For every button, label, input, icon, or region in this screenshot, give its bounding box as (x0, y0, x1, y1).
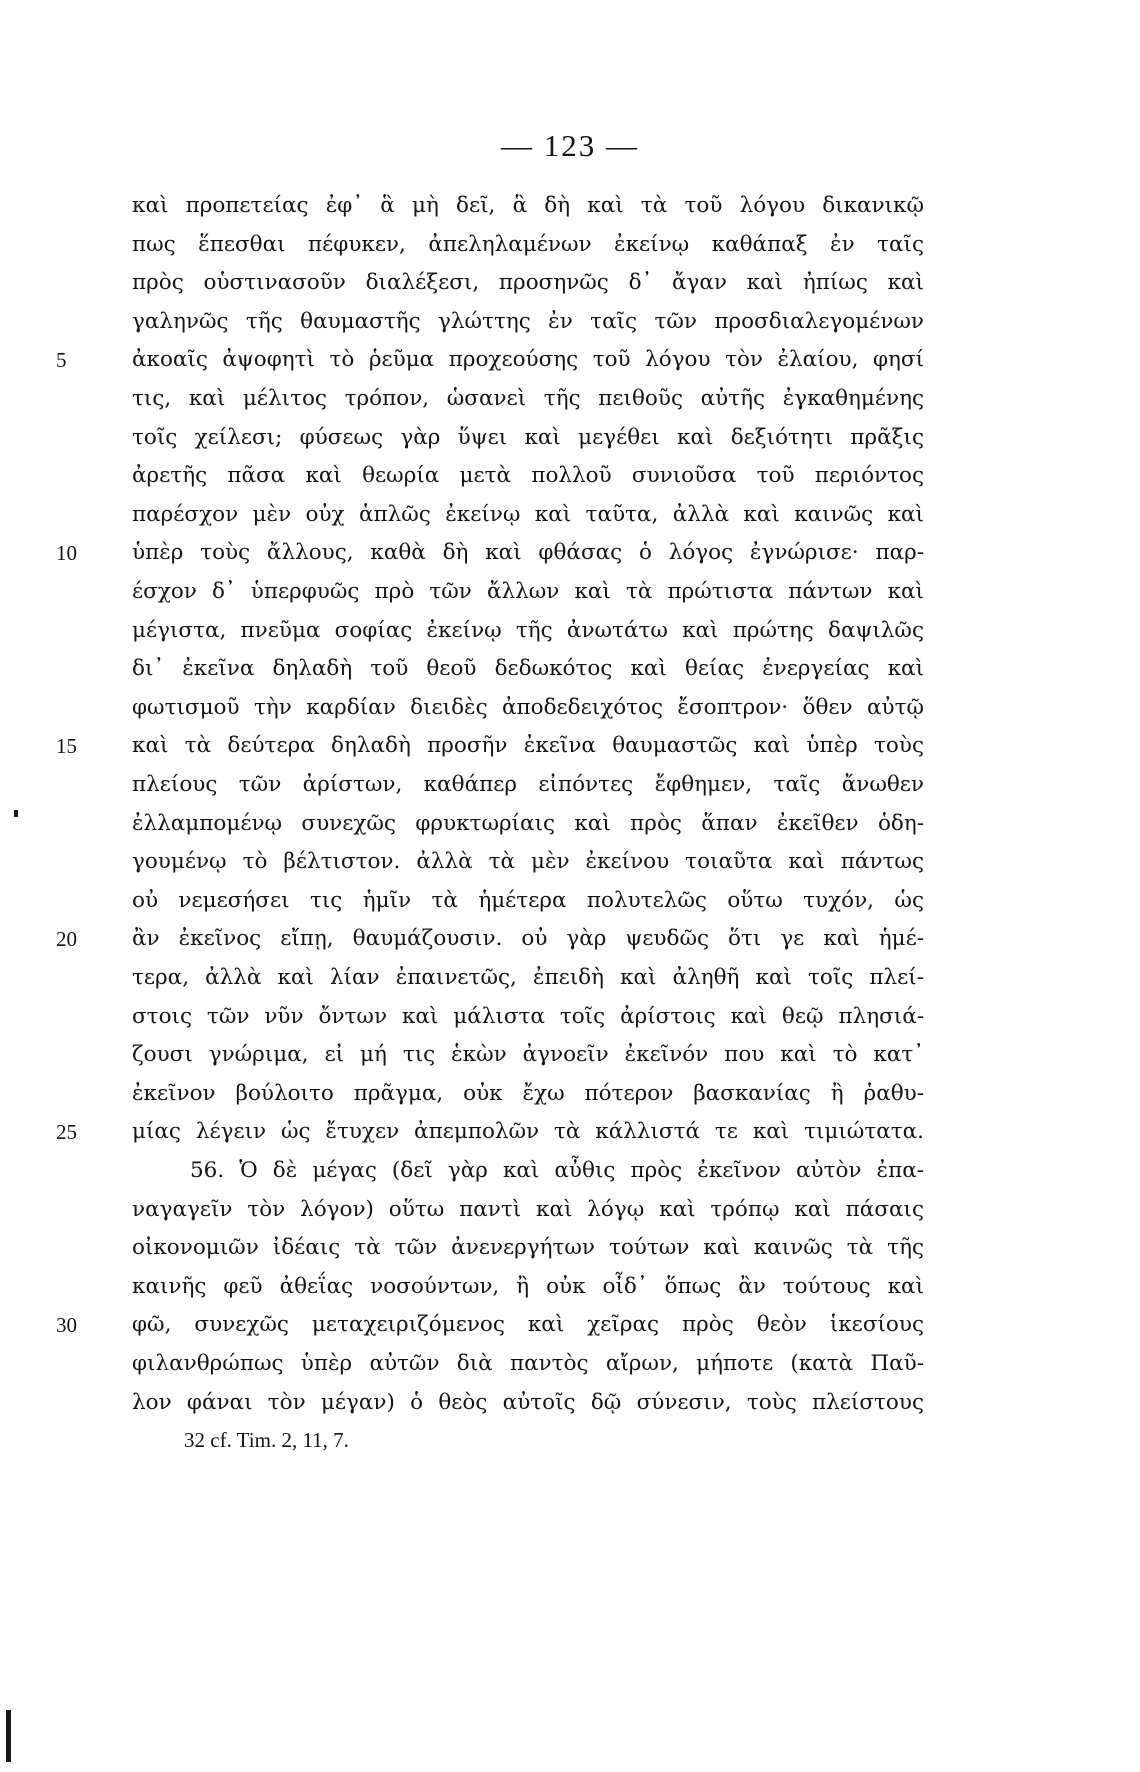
line-text: γουμένῳ τὸ βέλτιστον. ἀλλὰ τὰ μὲν ἐκείνου τοιαῦτα καὶ πάντως (132, 849, 924, 875)
text-line (0, 1113, 1140, 1152)
text-line (0, 1075, 1140, 1114)
line-text: δι᾿ ἐκεῖνα δηλαδὴ τοῦ θεοῦ δεδωκότος καὶ θείας ἐνεργείας καὶ (132, 656, 924, 682)
text-line (0, 1036, 1140, 1075)
line-text: καινῆς φεῦ ἀθεΐας νοσούντων, ἢ οὐκ οἶδ᾿ ὅπως ἂν τούτους καὶ (132, 1273, 924, 1299)
text-line (0, 341, 1140, 380)
line-text: τις, καὶ μέλιτος τρόπον, ὡσανεὶ τῆς πειθοῦς αὐτῆς ἐγκαθημένης (132, 386, 924, 411)
text-line (0, 419, 1140, 458)
scan-speck (14, 810, 18, 817)
text-line (0, 457, 1140, 496)
text-line (0, 1191, 1140, 1230)
line-number: 5 (56, 348, 67, 373)
line-text: φιλανθρώπως ὑπὲρ αὐτῶν διὰ παντὸς αἴρων, μήποτε (κατὰ Παῦ- (132, 1351, 924, 1376)
line-text: ἂν ἐκεῖνος εἴπῃ, θαυμάζουσιν. οὐ γὰρ ψευδῶς ὅτι γε καὶ ἡμέ- (132, 926, 924, 952)
line-text: φωτισμοῦ τὴν καρδίαν διειδὲς ἀποδεδειχότος ἔσοπτρον· ὅθεν αὐτῷ (132, 694, 924, 720)
text-line (0, 920, 1140, 959)
text-line (0, 496, 1140, 535)
line-text: τοῖς χείλεσι; φύσεως γὰρ ὕψει καὶ μεγέθει καὶ δεξιότητι πρᾶξις (132, 424, 924, 450)
line-number: 25 (56, 1120, 77, 1145)
footnote: 32 cf. Tim. 2, 11, 7. (184, 1428, 349, 1452)
line-text: ναγαγεῖν τὸν λόγον) οὕτω παντὶ καὶ λόγῳ καὶ τρόπῳ καὶ πάσαις (132, 1196, 924, 1222)
line-text: ἀρετῆς πᾶσα καὶ θεωρία μετὰ πολλοῦ συνιοῦσα τοῦ περιόντος (132, 463, 924, 489)
text-line (0, 573, 1140, 612)
line-text: πως ἕπεσθαι πέφυκεν, ἀπεληλαμένων ἐκείνῳ καθάπαξ ἐν ταῖς (132, 231, 924, 257)
line-text: πλείους τῶν ἀρίστων, καθάπερ εἰπόντες ἔφθημεν, ταῖς ἄνωθεν (132, 772, 924, 797)
line-text: ἐλλαμπομένῳ συνεχῶς φρυκτωρίαις καὶ πρὸς ἅπαν ἐκεῖθεν ὁδη- (132, 810, 924, 836)
line-text: μίας λέγειν ὡς ἔτυχεν ἀπεμπολῶν τὰ κάλλιστά τε καὶ τιμιώτατα. (132, 1119, 924, 1145)
text-line (0, 689, 1140, 728)
text-line (0, 226, 1140, 265)
page-number-header (0, 128, 1140, 164)
line-text: καὶ προπετείας ἐφ᾿ ἃ μὴ δεῖ, ἃ δὴ καὶ τὰ τοῦ λόγου δικανικῷ (132, 193, 924, 218)
page-number: — 123 — (501, 128, 639, 163)
line-text: τερα, ἀλλὰ καὶ λίαν ἐπαινετῶς, ἐπειδὴ καὶ ἀληθῆ καὶ τοῖς πλεί- (132, 965, 924, 990)
line-text: καὶ τὰ δεύτερα δηλαδὴ προσῆν ἐκεῖνα θαυμαστῶς καὶ ὑπὲρ τοὺς (132, 733, 924, 759)
text-line (0, 843, 1140, 882)
text-line (0, 650, 1140, 689)
line-text: οὐ νεμεσήσει τις ἡμῖν τὰ ἡμέτερα πολυτελῶς οὕτω τυχόν, ὡς (132, 887, 924, 913)
line-text: ἐκεῖνον βούλοιτο πρᾶγμα, οὐκ ἔχω πότερον βασκανίας ἢ ῥαθυ- (132, 1080, 924, 1106)
line-number: 20 (56, 927, 77, 952)
line-text: λον φάναι τὸν μέγαν) ὁ θεὸς αὐτοῖς δῷ σύνεσιν, τοὺς πλείστους (132, 1389, 924, 1415)
text-line (0, 998, 1140, 1037)
text-line (0, 380, 1140, 419)
line-number: 15 (56, 734, 77, 759)
text-line (0, 1229, 1140, 1268)
text-line (0, 1152, 1140, 1191)
line-text: έσχον δ᾿ ὑπερφυῶς πρὸ τῶν ἄλλων καὶ τὰ πρώτιστα πάντων καὶ (132, 579, 924, 604)
line-number: 10 (56, 541, 77, 566)
scan-mark-left (6, 1710, 11, 1762)
text-line (0, 264, 1140, 303)
text-line (0, 805, 1140, 844)
line-text: ἀκοαῖς ἀψοφητὶ τὸ ῥεῦμα προχεούσης τοῦ λόγου τὸν ἐλαίου, φησί (132, 347, 924, 373)
line-text: πρὸς οὑστινασοῦν διαλέξεσι, προσηνῶς δ᾿ ἄγαν καὶ ἠπίως καὶ (132, 270, 924, 296)
text-line (0, 1384, 1140, 1423)
text-line (0, 187, 1140, 226)
text-line (0, 612, 1140, 651)
text-line (0, 1268, 1140, 1307)
line-text: φῶ, συνεχῶς μεταχειριζόμενος καὶ χεῖρας πρὸς θεὸν ἱκεσίους (132, 1312, 924, 1338)
line-text: μέγιστα, πνεῦμα σοφίας ἐκείνῳ τῆς ἀνωτάτω καὶ πρώτης δαψιλῶς (132, 617, 924, 643)
text-line (0, 1345, 1140, 1384)
text-line (0, 766, 1140, 805)
text-line (0, 727, 1140, 766)
text-line (0, 303, 1140, 342)
line-text: οἰκονομιῶν ἰδέαις τὰ τῶν ἀνενεργήτων τούτων καὶ καινῶς τὰ τῆς (132, 1235, 924, 1261)
line-text: ζουσι γνώριμα, εἰ μή τις ἑκὼν ἀγνοεῖν ἐκεῖνόν που καὶ τὸ κατ᾿ (132, 1042, 924, 1068)
line-text: 56. Ὁ δὲ μέγας (δεῖ γὰρ καὶ αὖθις πρὸς ἐκεῖνον αὐτὸν ἐπα- (190, 1158, 924, 1183)
line-text: στοις τῶν νῦν ὄντων καὶ μάλιστα τοῖς ἀρίστοις καὶ θεῷ πλησιά- (132, 1003, 924, 1029)
text-line (0, 882, 1140, 921)
text-line (0, 1306, 1140, 1345)
text-line (0, 534, 1140, 573)
line-text: ὑπὲρ τοὺς ἄλλους, καθὰ δὴ καὶ φθάσας ὁ λόγος ἐγνώρισε· παρ- (132, 540, 924, 566)
line-text: γαληνῶς τῆς θαυμαστῆς γλώττης ἐν ταῖς τῶν προσδιαλεγομένων (132, 308, 924, 334)
line-text: παρέσχον μὲν οὐχ ἁπλῶς ἐκείνῳ καὶ ταῦτα, ἀλλὰ καὶ καινῶς καὶ (132, 501, 924, 527)
line-number: 30 (56, 1313, 77, 1338)
text-line (0, 959, 1140, 998)
